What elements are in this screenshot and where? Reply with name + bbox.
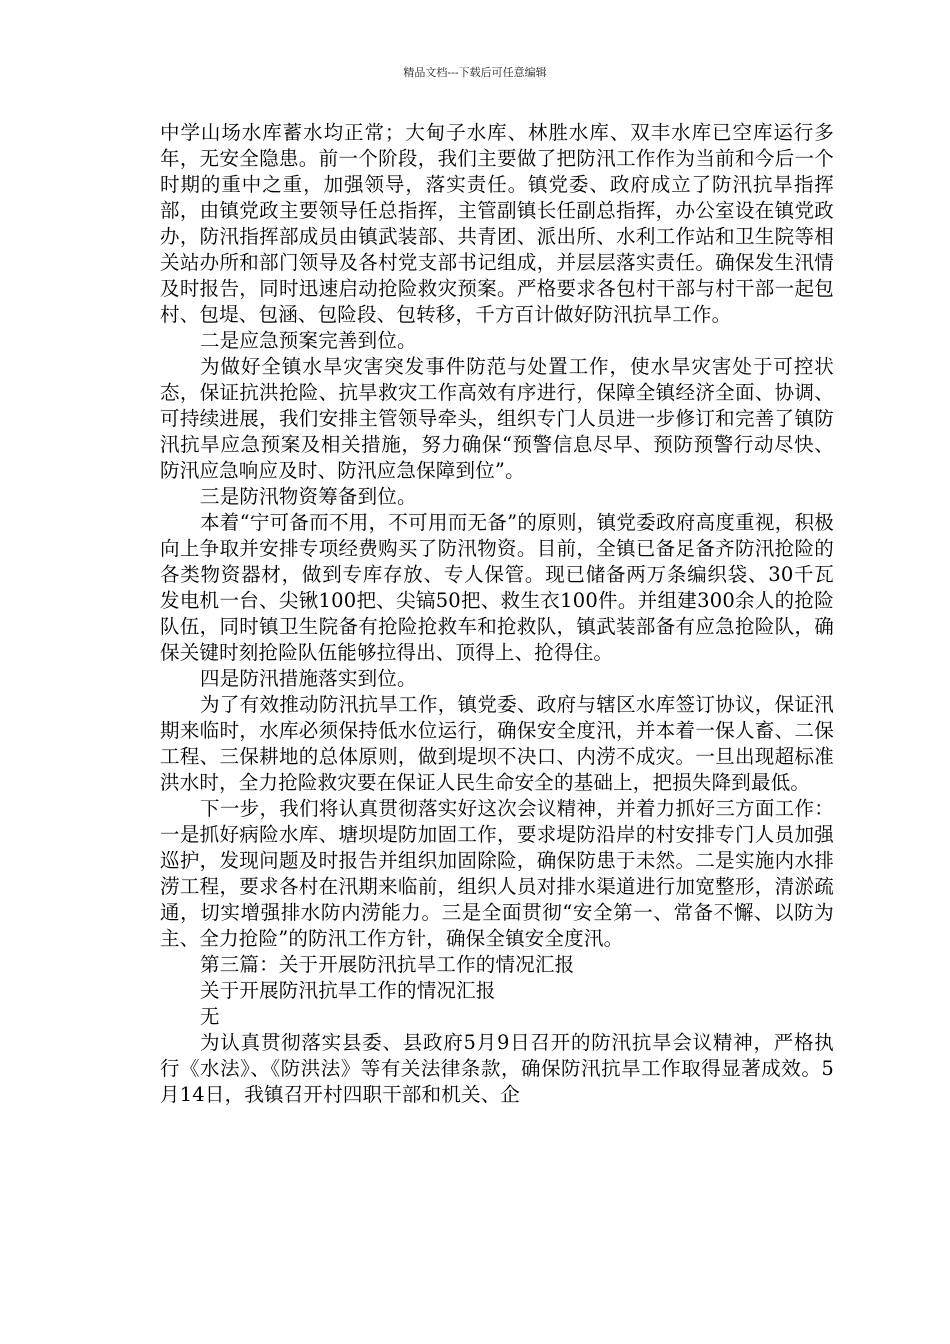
- paragraph: 三是防汛物资筹备到位。: [200, 485, 417, 508]
- section-heading: 第三篇：关于开展防汛抗旱工作的情况汇报: [200, 953, 575, 976]
- paragraph: 四是防汛措施落实到位。: [200, 667, 417, 690]
- document-title: 关于开展防汛抗旱工作的情况汇报: [200, 979, 496, 1002]
- page-header: 精品文档---下载后可任意编辑: [403, 66, 547, 79]
- paragraph: 二是应急预案完善到位。: [200, 329, 417, 352]
- paragraph: 下一步，我们将认真贯彻落实好这次会议精神，并着力抓好三方面工作：一是抓好病险水库、塘坝堤防加固工作，要求堤防沿岸的村安排专门人员加强巡护，发现问题及时报告并组织加固除险，确保防患于未然。二是实施内水排涝工程，要求各村在汛期来临前，组织人员对排水渠道进行加宽整形，清淤疏通，切实增强排水防内涝能力。三是全面贯彻“安全第一、常备不懈、以防为主、全力抢险”的防汛工作方针，确保全镇安全度汛。: [160, 797, 834, 950]
- paragraph: 为了有效推动防汛抗旱工作，镇党委、政府与辖区水库签订协议，保证汛期来临时，水库必须保持低水位运行，确保安全度汛，并本着一保人畜、二保工程、三保耕地的总体原则，做到堤坝不决口、内涝不成灾。一旦出现超标准洪水时，全力抢险救灾要在保证人民生命安全的基础上，把损失降到最低。: [160, 693, 834, 794]
- paragraph: 为认真贯彻落实县委、县政府5月9日召开的防汛抗旱会议精神，严格执行《水法》、《防洪法》等有关法律条款，确保防汛抗旱工作取得显著成效。5月14日，我镇召开村四职干部和机关、企: [160, 1031, 834, 1106]
- paragraph: 中学山场水库蓄水均正常；大甸子水库、林胜水库、双丰水库已空库运行多年，无安全隐患。前一个阶段，我们主要做了把防汛工作作为当前和今后一个时期的重中之重，加强领导，落实责任。镇党委、政府成立了防汛抗旱指挥部，由镇党政主要领导任总指挥，主管副镇长任副总指挥，办公室设在镇党政办，防汛指挥部成员由镇武装部、共青团、派出所、水利工作站和卫生院等相关站办所和部门领导及各村党支部书记组成，并层层落实责任。确保发生汛情及时报告，同时迅速启动抢险救灾预案。严格要求各包村干部与村干部一起包村、包堤、包涵、包险段、包转移，千方百计做好防汛抗旱工作。: [160, 121, 834, 326]
- document-body: [160, 120, 834, 1108]
- paragraph: 无: [200, 1005, 220, 1028]
- paragraph: 为做好全镇水旱灾害突发事件防范与处置工作，使水旱灾害处于可控状态，保证抗洪抢险、抗旱救灾工作高效有序进行，保障全镇经济全面、协调、可持续进展，我们安排主管领导牵头，组织专门人员进一步修订和完善了镇防汛抗旱应急预案及相关措施，努力确保“预警信息尽早、预防预警行动尽快、防汛应急响应及时、防汛应急保障到位”。: [160, 355, 834, 482]
- paragraph: 本着“宁可备而不用，不可用而无备”的原则，镇党委政府高度重视，积极向上争取并安排专项经费购买了防汛物资。目前，全镇已备足备齐防汛抢险的各类物资器材，做到专库存放、专人保管。现已储备两万条编织袋、30千瓦发电机一台、尖锹100把、尖镐50把、救生衣100件。并组建300余人的抢险队伍，同时镇卫生院备有抢险抢救车和抢救队，镇武装部备有应急抢险队，确保关键时刻抢险队伍能够拉得出、顶得上、抢得住。: [160, 511, 834, 664]
